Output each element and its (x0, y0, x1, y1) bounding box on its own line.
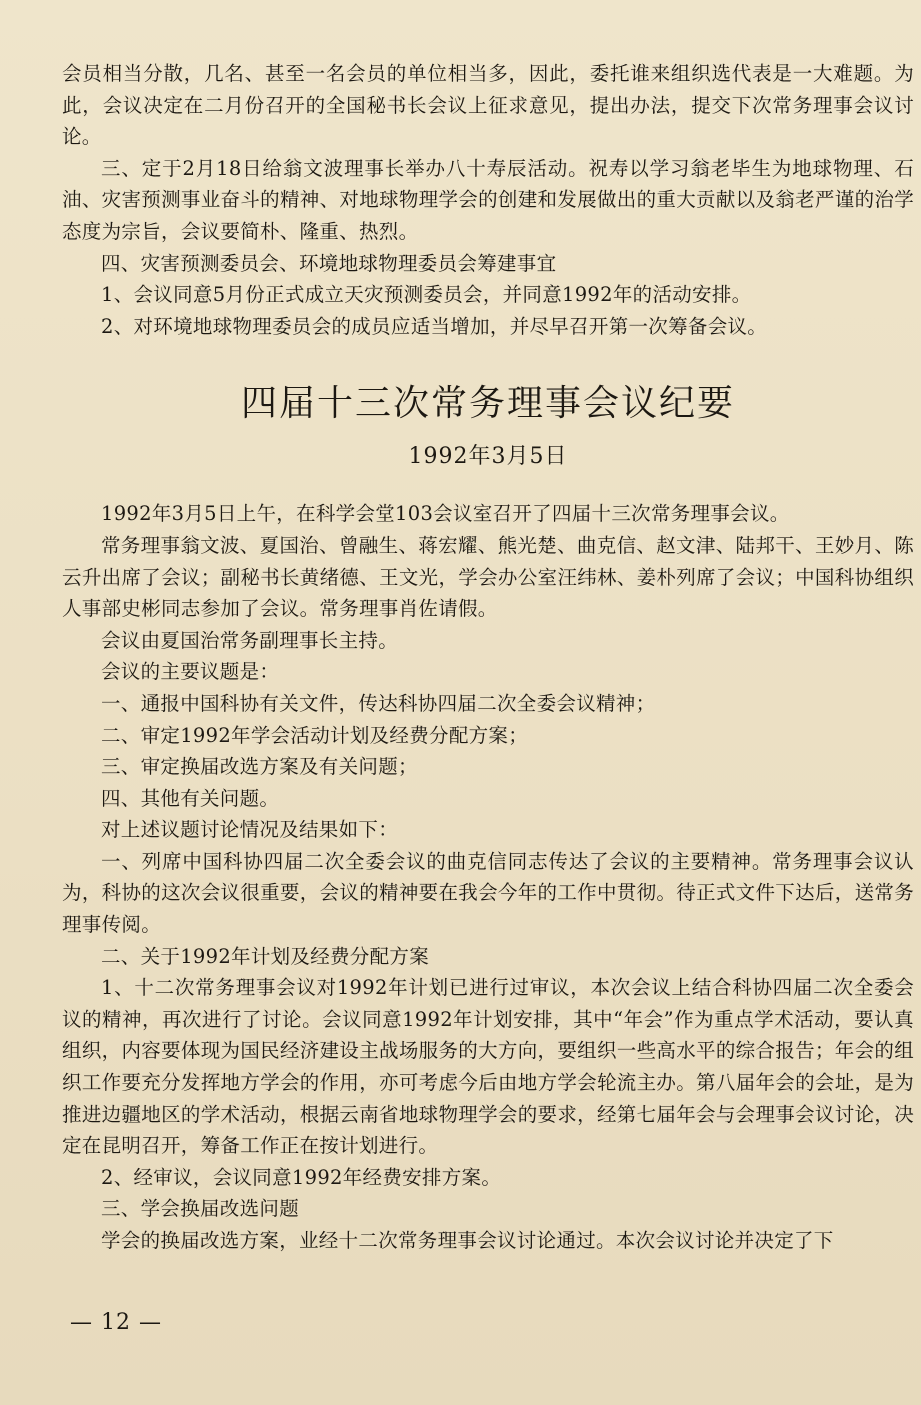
list-item: 二、审定1992年学会活动计划及经费分配方案； (101, 723, 529, 747)
page-content (62, 58, 914, 1257)
paragraph: 学会的换届改选方案，业经十二次常务理事会议讨论通过。本次会议讨论并决定了下 (101, 1229, 834, 1252)
paragraph: 对上述议题讨论情况及结果如下： (101, 818, 399, 842)
paragraph: 会员相当分散，几名、甚至一名会员的单位相当多，因此，委托谁来组织选代表是一大难题。为此，会议决定在二月份召开的全国秘书长会议上征求意见，提出办法，提交下次常务理事会议讨论。 (62, 62, 914, 149)
paragraph: 2、对环境地球物理委员会的成员应适当增加，并尽早召开第一次筹备会议。 (101, 314, 768, 338)
page-number: — 12 — (70, 1310, 162, 1335)
document-title: 四届十三次常务理事会议纪要 (240, 383, 735, 425)
paragraph: 1992年3月5日上午，在科学会堂103会议室召开了四届十三次常务理事会议。 (101, 502, 790, 526)
paragraph: 2、经审议，会议同意1992年经费安排方案。 (101, 1165, 502, 1189)
section-heading: 四、灾害预测委员会、环境地球物理委员会筹建事宜 (101, 251, 557, 275)
paragraph: 三、定于2月18日给翁文波理事长举办八十寿辰活动。祝寿以学习翁老毕生为地球物理、石油、灾害预测事业奋斗的精神、对地球物理学会的创建和发展做出的重大贡献以及翁老严谨的治学态度为宗旨，会议要简朴、隆重、热烈。 (62, 156, 914, 243)
section-heading: 三、学会换届改选问题 (101, 1197, 300, 1221)
list-item: 三、审定换届改选方案及有关问题； (101, 755, 418, 779)
paragraph: 1、十二次常务理事会议对1992年计划已进行过审议，本次会议上结合科协四届二次全委会议的精神，再次进行了讨论。会议同意1992年计划安排，其中“年会”作为重点学术活动，要认真组织，内容要体现为国民经济建设主战场服务的大方向，要组织一些高水平的综合报告；年会的组织工作要充分发挥地方学会的作用，亦可考虑今后由地方学会轮流主办。第八届年会的会址，是为推进边疆地区的学术活动，根据云南省地球物理学会的要求，经第七届年会与会理事会议讨论，决定在昆明召开，筹备工作正在按计划进行。 (62, 976, 914, 1158)
document-date: 1992年3月5日 (408, 444, 568, 470)
paragraph: 会议的主要议题是： (101, 660, 280, 684)
paragraph: 常务理事翁文波、夏国治、曾融生、蒋宏耀、熊光楚、曲克信、赵文津、陆邦干、王妙月、陈云升出席了会议；副秘书长黄绪德、王文光，学会办公室汪纬林、姜朴列席了会议；中国科协组织人事部史彬同志参加了会议。常务理事肖佐请假。 (62, 533, 914, 621)
section-heading: 二、关于1992年计划及经费分配方案 (101, 944, 430, 968)
paragraph: 会议由夏国治常务副理事长主持。 (101, 628, 399, 652)
paragraph: 一、列席中国科协四届二次全委会议的曲克信同志传达了会议的主要精神。常务理事会议认为，科协的这次会议很重要，会议的精神要在我会今年的工作中贯彻。待正式文件下达后，送常务理事传阅。 (62, 849, 914, 937)
paragraph: 1、会议同意5月份正式成立天灾预测委员会，并同意1992年的活动安排。 (101, 283, 752, 307)
list-item: 四、其他有关问题。 (101, 786, 280, 810)
list-item: 一、通报中国科协有关文件，传达科协四届二次全委会议精神； (101, 691, 656, 715)
